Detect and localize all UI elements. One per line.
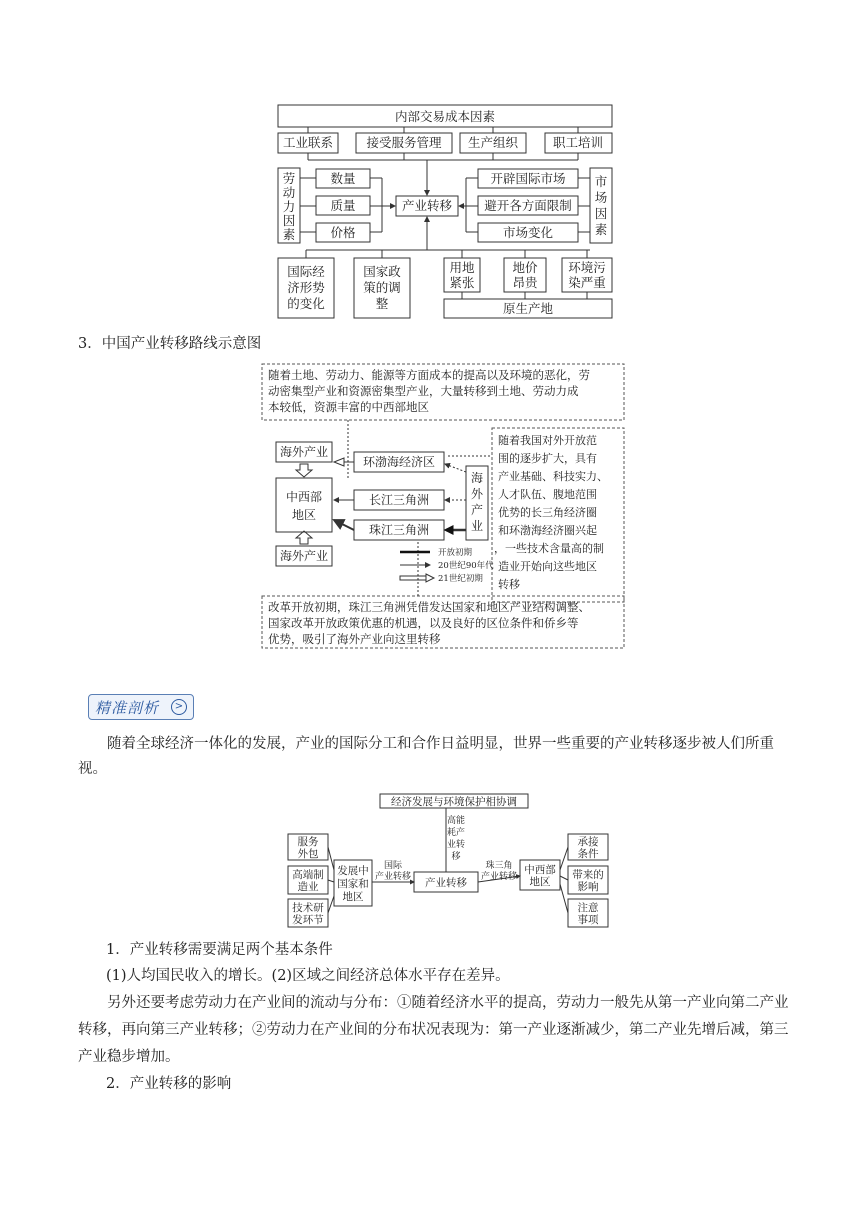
- d1-labor-item: 价格: [330, 225, 356, 240]
- d1-origin-box: 紧张: [449, 275, 475, 290]
- d3-left-item: 技术研: [292, 902, 324, 914]
- d1-origin-box: 环境污: [568, 260, 606, 275]
- d3-dev-box: 国家和: [337, 878, 369, 890]
- d3-right-item: 带来的: [572, 869, 604, 881]
- d1-labor-label: 因: [282, 213, 296, 228]
- transfer-overview-diagram: [284, 790, 624, 930]
- d3-dev-box: 发展中: [337, 865, 369, 877]
- d1-bottom-box: 策的调: [363, 280, 401, 295]
- item-1-title: 1．产业转移需要满足两个基本条件: [106, 942, 333, 958]
- d3-right-item: 事项: [577, 914, 599, 926]
- d2-bottom-note-line: 国家改革开放政策优惠的机遇，以及良好的区位条件和侨乡等: [268, 616, 579, 630]
- d3-intl-label: 产业转移: [374, 872, 412, 882]
- d1-labor-item: 质量: [330, 198, 356, 213]
- d1-labor-label: 力: [282, 199, 296, 214]
- d1-market-label: 因: [594, 206, 608, 221]
- d1-origin-box: 昂贵: [512, 275, 538, 290]
- d1-market-label: 场: [594, 190, 608, 205]
- d2-overseas-right: 海: [470, 471, 484, 485]
- d2-top-note-line: 动密集型产业和资源密集型产业，大量转移到土地、劳动力成: [268, 384, 579, 398]
- section-3-title: 3．中国产业转移路线示意图: [78, 336, 262, 352]
- d3-right-item: 承接: [577, 836, 599, 848]
- item-1-extra: 另外还要考虑劳动力在产业间的流动与分布：①随着经济水平的提高，劳动力一般先从第一产业向第二产业转移，再向第三产业转移；②劳动力在产业间的分布状况表现为：第一产业逐渐减少，第二产业先增后减，第三产业稳步增加。: [78, 995, 789, 1065]
- d1-bottom-box: 济形势: [287, 280, 325, 295]
- d2-right-note-line: 和环渤海经济圈兴起: [498, 524, 597, 537]
- chevron-right-icon: >: [171, 699, 187, 715]
- d3-prd-label: 产业转移: [480, 872, 518, 882]
- d3-right-item: 条件: [577, 848, 599, 860]
- d2-right-note-line: 随着我国对外开放范: [498, 434, 597, 447]
- d2-top-note-line: 随着土地、劳动力、能源等方面成本的提高以及环境的恶化，劳: [268, 368, 590, 382]
- d1-origin-label: 原生产地: [502, 301, 554, 316]
- d3-vertical-label: 耗产: [446, 828, 466, 838]
- d3-prd-label: 珠三角: [485, 861, 513, 871]
- china-transfer-route-diagram: [258, 360, 628, 650]
- d3-left-item: 外包: [297, 848, 319, 860]
- item-1-text: (1)人均国民收入的增长。(2)区域之间经济总体水平存在差异。: [106, 968, 510, 984]
- d1-bottom-box: 的变化: [287, 296, 325, 311]
- d1-market-label: 素: [594, 222, 608, 237]
- d1-market-item: 开辟国际市场: [490, 171, 566, 186]
- d2-legend-item: 21世纪初期: [438, 574, 483, 584]
- d1-origin-box: 染严重: [568, 275, 606, 290]
- d3-vertical-label: 业转: [446, 840, 466, 850]
- d1-bottom-box: 国际经: [287, 264, 325, 279]
- d3-midwest: 地区: [529, 876, 551, 888]
- d1-bottom-box: 国家政: [363, 264, 401, 279]
- d2-region: 珠江三角洲: [368, 523, 430, 537]
- d2-right-note-line: 人才队伍、腹地范围: [498, 488, 597, 501]
- d3-vertical-label: 高能: [446, 816, 466, 826]
- d2-bottom-note-line: 优势，吸引了海外产业向这里转移: [268, 632, 441, 646]
- d2-overseas-right: 产: [470, 503, 484, 517]
- d1-top-box: 工业联系: [282, 135, 334, 150]
- item-2-title: 2．产业转移的影响: [106, 1076, 232, 1092]
- d1-top-box: 接受服务管理: [366, 135, 442, 150]
- d1-top-box: 生产组织: [467, 135, 519, 150]
- d2-legend-item: 20世纪90年代: [438, 561, 494, 571]
- d2-bottom-note-line: 改革开放初期，珠江三角洲凭借发达国家和地区产业结构调整、: [268, 600, 590, 614]
- d2-legend-item: 开放初期: [438, 548, 473, 558]
- d2-overseas-right: 外: [470, 487, 484, 501]
- d2-right-note-line: 造业开始向这些地区: [498, 560, 597, 573]
- d3-top: 经济发展与环境保护相协调: [391, 796, 517, 808]
- d1-top-box: 职工培训: [552, 135, 604, 150]
- d1-labor-label: 素: [282, 227, 296, 242]
- d1-labor-label: 劳: [282, 171, 296, 186]
- d3-intl-label: 国际: [383, 861, 403, 871]
- d3-vertical-label: 移: [451, 852, 461, 862]
- d3-left-item: 高端制: [292, 869, 324, 881]
- d1-center: 产业转移: [401, 198, 453, 213]
- d2-region: 长江三角洲: [368, 493, 430, 507]
- d3-dev-box: 地区: [342, 891, 364, 903]
- d1-labor-label: 动: [282, 185, 296, 200]
- d1-title: 内部交易成本因素: [394, 109, 496, 124]
- d3-left-item: 发环节: [292, 914, 324, 926]
- d1-market-item: 市场变化: [502, 225, 554, 240]
- d2-right-note-line: 优势的长三角经济圈: [498, 506, 597, 519]
- d2-right-note-line: ，一些技术含量高的制: [494, 542, 604, 555]
- badge-label: 精准剖析: [95, 699, 160, 717]
- d2-right-note-line: 产业基础、科技实力、: [498, 470, 608, 483]
- d1-market-item: 避开各方面限制: [484, 198, 572, 213]
- intro-paragraph: 随着全球经济一体化的发展，产业的国际分工和合作日益明显，世界一些重要的产业转移逐步被人们所重视。: [78, 736, 774, 777]
- d3-left-item: 服务: [297, 836, 319, 848]
- d2-top-note-line: 本较低，资源丰富的中西部地区: [268, 400, 429, 414]
- d3-midwest: 中西部: [524, 864, 556, 876]
- d2-overseas-right: 业: [470, 519, 484, 533]
- d1-bottom-box: 整: [375, 296, 389, 311]
- d2-midwest: 中西部: [285, 490, 323, 504]
- d2-right-note-line: 围的逐步扩大，具有: [498, 452, 597, 465]
- d1-origin-box: 用地: [449, 260, 475, 275]
- d1-labor-item: 数量: [330, 171, 356, 186]
- d1-origin-box: 地价: [512, 260, 538, 275]
- d2-overseas-bottom: 海外产业: [279, 549, 329, 563]
- d2-region: 环渤海经济区: [362, 455, 436, 469]
- d2-midwest: 地区: [291, 508, 317, 522]
- d3-right-item: 影响: [577, 881, 599, 893]
- d3-right-item: 注意: [577, 902, 599, 914]
- d2-right-note-line: 转移: [498, 578, 520, 591]
- internal-cost-diagram: [270, 100, 620, 322]
- d3-center: 产业转移: [425, 877, 467, 889]
- d2-overseas-top: 海外产业: [279, 445, 329, 459]
- d3-left-item: 造业: [297, 881, 319, 893]
- d1-market-label: 市: [594, 174, 608, 189]
- precise-analysis-badge: [88, 694, 194, 720]
